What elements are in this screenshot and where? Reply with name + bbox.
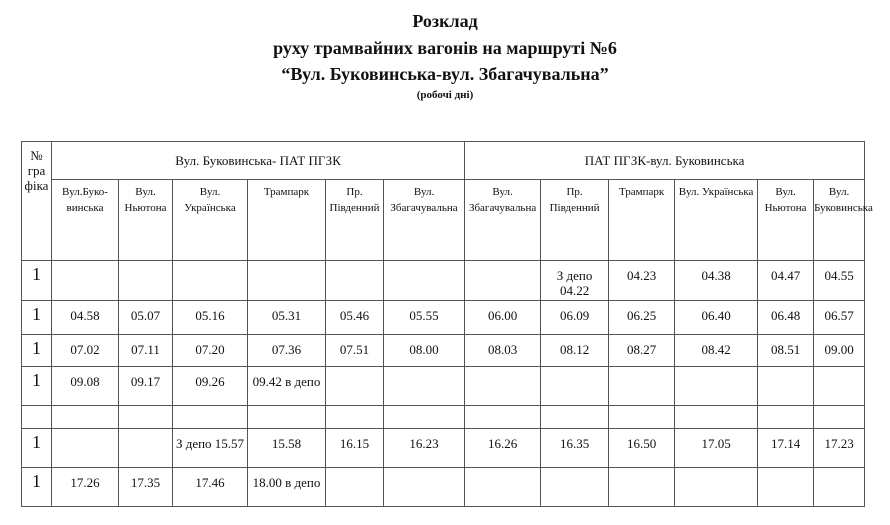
- time-cell: [814, 406, 865, 429]
- time-cell: [541, 468, 609, 507]
- stop-header: Вул. Збагачувальна: [465, 180, 541, 261]
- stop-header: Пр. Південний: [541, 180, 609, 261]
- schedule-number-cell: 1: [22, 261, 52, 301]
- time-cell: [384, 468, 465, 507]
- time-cell: [675, 367, 758, 406]
- stop-header: Вул. Буковинська: [814, 180, 865, 261]
- stop-header: Вул.Буко- винська: [52, 180, 119, 261]
- time-cell: [758, 468, 814, 507]
- time-cell: 15.58: [248, 429, 326, 468]
- time-cell: [248, 261, 326, 301]
- time-cell: [609, 406, 675, 429]
- time-cell: 07.36: [248, 335, 326, 367]
- time-cell: 16.35: [541, 429, 609, 468]
- time-cell: 06.48: [758, 301, 814, 335]
- time-cell: 18.00 в депо: [248, 468, 326, 507]
- time-cell: [119, 261, 173, 301]
- time-cell: [326, 468, 384, 507]
- time-cell: [609, 468, 675, 507]
- time-cell: 17.23: [814, 429, 865, 468]
- time-cell: [465, 367, 541, 406]
- day-type: (робочі дні): [416, 89, 474, 101]
- schedule-row: [22, 406, 865, 429]
- schedule-number-header: № гра фіка: [22, 142, 52, 261]
- time-cell: 05.16: [173, 301, 248, 335]
- time-cell: [326, 367, 384, 406]
- time-cell: 04.38: [675, 261, 758, 301]
- time-cell: 07.20: [173, 335, 248, 367]
- stop-header: Вул. Збагачувальна: [384, 180, 465, 261]
- time-cell: 17.26: [52, 468, 119, 507]
- time-cell: 08.03: [465, 335, 541, 367]
- time-cell: [465, 406, 541, 429]
- time-cell: 06.09: [541, 301, 609, 335]
- time-cell: [119, 406, 173, 429]
- stops-header-row: [22, 180, 865, 261]
- schedule-number-cell: 1: [22, 468, 52, 507]
- stop-header: Вул. Українська: [173, 180, 248, 261]
- time-cell: [814, 468, 865, 507]
- time-cell: 06.40: [675, 301, 758, 335]
- time-cell: 09.00: [814, 335, 865, 367]
- time-cell: 07.11: [119, 335, 173, 367]
- direction-header-row: [22, 142, 865, 180]
- time-cell: 16.15: [326, 429, 384, 468]
- time-cell: 09.17: [119, 367, 173, 406]
- time-cell: 06.25: [609, 301, 675, 335]
- time-cell: [384, 261, 465, 301]
- schedule-row: [22, 429, 865, 468]
- time-cell: З депо 04.22: [541, 261, 609, 301]
- time-cell: 04.55: [814, 261, 865, 301]
- stop-header: Вул. Ньютона: [758, 180, 814, 261]
- stop-header: Трампарк: [609, 180, 675, 261]
- stop-header: Пр. Південний: [326, 180, 384, 261]
- time-cell: [52, 261, 119, 301]
- schedule-number-cell: [22, 406, 52, 429]
- time-cell: 08.00: [384, 335, 465, 367]
- time-cell: 05.31: [248, 301, 326, 335]
- time-cell: 09.08: [52, 367, 119, 406]
- direction-b-header: ПАТ ПГЗК-вул. Буковинська: [465, 142, 865, 180]
- time-cell: [465, 261, 541, 301]
- schedule-row: [22, 367, 865, 406]
- stop-header: Трампарк: [248, 180, 326, 261]
- time-cell: 06.57: [814, 301, 865, 335]
- time-cell: 08.51: [758, 335, 814, 367]
- route-description: руху трамвайних вагонів на маршруті №6: [273, 38, 617, 58]
- time-cell: 16.50: [609, 429, 675, 468]
- time-cell: 17.14: [758, 429, 814, 468]
- time-cell: [675, 406, 758, 429]
- schedule-row: [22, 301, 865, 335]
- time-cell: [326, 406, 384, 429]
- time-cell: [541, 406, 609, 429]
- time-cell: 09.42 в депо: [248, 367, 326, 406]
- schedule-row: [22, 468, 865, 507]
- time-cell: 08.12: [541, 335, 609, 367]
- time-cell: 17.35: [119, 468, 173, 507]
- time-cell: [173, 406, 248, 429]
- time-cell: 04.23: [609, 261, 675, 301]
- time-cell: 04.47: [758, 261, 814, 301]
- route-name: “Вул. Буковинська-вул. Збагачувальна”: [281, 64, 609, 84]
- time-cell: 05.07: [119, 301, 173, 335]
- schedule-row: [22, 335, 865, 367]
- time-cell: З депо 15.57: [173, 429, 248, 468]
- time-cell: [675, 468, 758, 507]
- time-cell: 05.55: [384, 301, 465, 335]
- time-cell: 07.02: [52, 335, 119, 367]
- schedule-number-cell: 1: [22, 301, 52, 335]
- schedule-table: [21, 141, 873, 507]
- schedule-title: Розклад: [412, 11, 478, 31]
- schedule-number-cell: 1: [22, 367, 52, 406]
- time-cell: 04.58: [52, 301, 119, 335]
- time-cell: 08.27: [609, 335, 675, 367]
- direction-a-header: Вул. Буковинська- ПАТ ПГЗК: [52, 142, 465, 180]
- time-cell: 17.05: [675, 429, 758, 468]
- time-cell: [541, 367, 609, 406]
- stop-header: Вул. Українська: [675, 180, 758, 261]
- time-cell: [758, 367, 814, 406]
- time-cell: [609, 367, 675, 406]
- time-cell: [384, 367, 465, 406]
- time-cell: 06.00: [465, 301, 541, 335]
- time-cell: [384, 406, 465, 429]
- schedule-number-cell: 1: [22, 429, 52, 468]
- time-cell: [52, 406, 119, 429]
- time-cell: 05.46: [326, 301, 384, 335]
- time-cell: 08.42: [675, 335, 758, 367]
- time-cell: [52, 429, 119, 468]
- time-cell: [326, 261, 384, 301]
- time-cell: 17.46: [173, 468, 248, 507]
- time-cell: 07.51: [326, 335, 384, 367]
- time-cell: [248, 406, 326, 429]
- schedule-number-cell: 1: [22, 335, 52, 367]
- time-cell: [814, 367, 865, 406]
- time-cell: [119, 429, 173, 468]
- stop-header: Вул. Ньютона: [119, 180, 173, 261]
- time-cell: [173, 261, 248, 301]
- time-cell: 09.26: [173, 367, 248, 406]
- time-cell: [758, 406, 814, 429]
- schedule-row: [22, 261, 865, 301]
- time-cell: 16.26: [465, 429, 541, 468]
- time-cell: 16.23: [384, 429, 465, 468]
- time-cell: [465, 468, 541, 507]
